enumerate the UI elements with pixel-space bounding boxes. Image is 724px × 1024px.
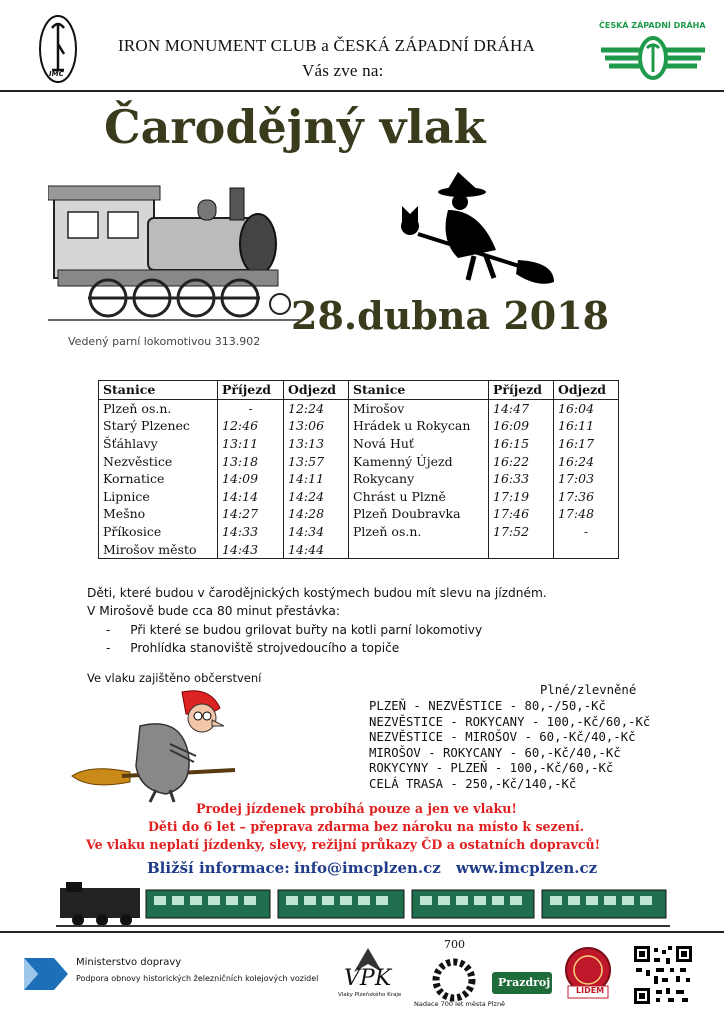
timetable-row — [99, 399, 619, 417]
vpk-logo — [334, 944, 404, 1008]
departure-cell: - — [554, 523, 619, 541]
departure-cell: 16:24 — [554, 452, 619, 470]
steam-locomotive-illustration — [48, 158, 300, 336]
info-pause: V Mirošově bude cca 80 minut přestávka: — [87, 604, 340, 618]
arrival-cell — [489, 540, 554, 558]
ministry-name: Ministerstvo dopravy — [76, 957, 182, 968]
arrival-cell: 16:22 — [489, 452, 554, 470]
locomotive-caption: Vedený parní lokomotivou 313.902 — [68, 335, 261, 348]
station-cell: Rokycany — [349, 470, 489, 488]
vpk-text: VPK — [344, 966, 392, 991]
station-cell: Starý Plzenec — [99, 417, 218, 435]
contact-web-link[interactable]: www.imcplzen.cz — [456, 859, 598, 877]
departure-cell: 17:36 — [554, 488, 619, 506]
station-cell: Nezvěstice — [99, 452, 218, 470]
czd-logo-text: ČESKÁ ZÁPADNÍ DRÁHA — [599, 21, 706, 30]
departure-cell: 14:34 — [284, 523, 349, 541]
lidem-text: LIDEM — [576, 986, 605, 995]
departure-cell: 17:03 — [554, 470, 619, 488]
timetable — [98, 380, 619, 559]
col-station-2: Stanice — [349, 381, 489, 400]
arrival-cell: 14:27 — [218, 505, 284, 523]
col-departure-1: Odjezd — [284, 381, 349, 400]
header-divider — [0, 90, 724, 92]
departure-cell: 13:57 — [284, 452, 349, 470]
notice-discounts: Ve vlaku neplatí jízdenky, slevy, režijní průkazy ČD a ostatních dopravců! — [86, 837, 601, 852]
station-cell: Plzeň Doubravka — [349, 505, 489, 523]
nadace-text: Nadace 700 let města Plzně — [414, 1000, 506, 1008]
imc-logo — [38, 14, 78, 84]
arrival-cell: - — [218, 399, 284, 417]
arrival-cell: 14:09 — [218, 470, 284, 488]
notice-children: Děti do 6 let – přeprava zdarma bez nároku na místo k sezení. — [148, 819, 585, 834]
station-cell: Mirošov — [349, 399, 489, 417]
departure-cell — [554, 540, 619, 558]
arrival-cell: 14:33 — [218, 523, 284, 541]
imc-logo-text: IMC — [49, 70, 64, 78]
departure-cell: 17:48 — [554, 505, 619, 523]
timetable-row — [99, 488, 619, 506]
arrival-cell: 17:19 — [489, 488, 554, 506]
arrival-cell: 16:33 — [489, 470, 554, 488]
ministry-logo — [22, 952, 322, 996]
station-cell: Mešno — [99, 505, 218, 523]
departure-cell: 14:24 — [284, 488, 349, 506]
departure-cell: 14:28 — [284, 505, 349, 523]
prices-list — [369, 699, 650, 793]
price-item: MIROŠOV - ROKYCANY - 60,-Kč/40,-Kč — [369, 745, 621, 760]
arrival-cell: 12:46 — [218, 417, 284, 435]
station-cell: Kornatice — [99, 470, 218, 488]
page-title: Čarodějný vlak — [104, 100, 486, 154]
station-cell: Nová Huť — [349, 435, 489, 453]
station-cell: Plzeň os.n. — [349, 523, 489, 541]
price-item: ROKYCYNY - PLZEŇ - 100,-Kč/60,-Kč — [369, 761, 614, 776]
station-cell: Kamenný Újezd — [349, 452, 489, 470]
arrival-cell: 13:18 — [218, 452, 284, 470]
info-bullet-1 — [106, 623, 482, 637]
departure-cell: 12:24 — [284, 399, 349, 417]
pilsner-text: Prazdroj — [498, 976, 551, 989]
contact-email-link[interactable]: info@imcplzen.cz — [294, 859, 441, 877]
arrival-cell: 16:15 — [489, 435, 554, 453]
col-station-1: Stanice — [99, 381, 218, 400]
arrival-cell: 14:14 — [218, 488, 284, 506]
price-item: CELÁ TRASA - 250,-Kč/140,-Kč — [369, 776, 577, 791]
prices-header: Plné/zlevněné — [540, 683, 637, 697]
header-line-2: Vás zve na: — [302, 61, 384, 80]
timetable-row — [99, 417, 619, 435]
station-cell: Mirošov město — [99, 540, 218, 558]
footer-divider — [0, 931, 724, 933]
vpk-subtitle: Vlaky Plzeňského Kraje — [338, 992, 402, 998]
station-cell: Hrádek u Rokycan — [349, 417, 489, 435]
timetable-row — [99, 452, 619, 470]
arrival-cell: 16:09 — [489, 417, 554, 435]
col-departure-2: Odjezd — [554, 381, 619, 400]
timetable-header-row — [99, 381, 619, 400]
station-cell — [349, 540, 489, 558]
departure-cell: 13:06 — [284, 417, 349, 435]
info-refreshments: Ve vlaku zajištěno občerstvení — [87, 671, 262, 685]
departure-cell: 16:11 — [554, 417, 619, 435]
departure-cell: 13:13 — [284, 435, 349, 453]
bullet-text: Prohlídka stanoviště strojvedoucího a topiče — [130, 641, 400, 655]
departure-cell: 14:11 — [284, 470, 349, 488]
event-date: 28.dubna 2018 — [291, 293, 610, 338]
price-item: NEZVĚSTICE - ROKYCANY - 100,-Kč/60,-Kč — [369, 714, 651, 729]
arrival-cell: 17:46 — [489, 505, 554, 523]
arrival-cell: 17:52 — [489, 523, 554, 541]
timetable-row — [99, 505, 619, 523]
arrival-cell: 13:11 — [218, 435, 284, 453]
witch-cartoon-illustration — [70, 686, 240, 804]
station-cell: Příkosice — [99, 523, 218, 541]
bullet-text: Při které se budou grilovat buřty na kotli parní lokomotivy — [130, 623, 483, 637]
station-cell: Šťáhlavy — [99, 435, 218, 453]
timetable-row — [99, 435, 619, 453]
czd-logo — [597, 20, 709, 80]
info-bullet-2 — [106, 641, 399, 655]
station-cell: Lipnice — [99, 488, 218, 506]
notice-tickets: Prodej jízdenek probíhá pouze a jen ve vlaku! — [196, 801, 517, 816]
price-item: NEZVĚSTICE - MIROŠOV - 60,-Kč/40,-Kč — [369, 730, 636, 745]
departure-cell: 16:17 — [554, 435, 619, 453]
bullet-dash: - — [106, 623, 111, 637]
timetable-row — [99, 540, 619, 558]
witch-on-broom-illustration — [388, 170, 556, 300]
timetable-row — [99, 470, 619, 488]
nadace-700-logo — [414, 938, 506, 1012]
info-kids-costume: Děti, které budou v čarodějnických kostýmech budou mít slevu na jízdném. — [87, 586, 547, 600]
header-line-1: IRON MONUMENT CLUB a ČESKÁ ZÁPADNÍ DRÁHA — [118, 36, 535, 55]
col-arrival-2: Příjezd — [489, 381, 554, 400]
train-illustration — [56, 880, 670, 928]
col-arrival-1: Příjezd — [218, 381, 284, 400]
qr-code[interactable] — [632, 944, 694, 1006]
bullet-dash: - — [106, 641, 111, 655]
station-cell: Chrást u Plzně — [349, 488, 489, 506]
departure-cell: 14:44 — [284, 540, 349, 558]
departure-cell: 16:04 — [554, 399, 619, 417]
timetable-row — [99, 523, 619, 541]
price-item: PLZEŇ - NEZVĚSTICE - 80,-/50,-Kč — [369, 699, 606, 713]
pilsner-urquell-logo — [492, 972, 552, 994]
contact-label: Bližší informace: — [147, 859, 290, 877]
ministry-subtitle: Podpora obnovy historických železničních kolejových vozidel — [76, 974, 319, 983]
station-cell: Plzeň os.n. — [99, 399, 218, 417]
nadace-number: 700 — [444, 938, 465, 951]
arrival-cell: 14:43 — [218, 540, 284, 558]
lidem-logo — [556, 944, 620, 1000]
arrival-cell: 14:47 — [489, 399, 554, 417]
